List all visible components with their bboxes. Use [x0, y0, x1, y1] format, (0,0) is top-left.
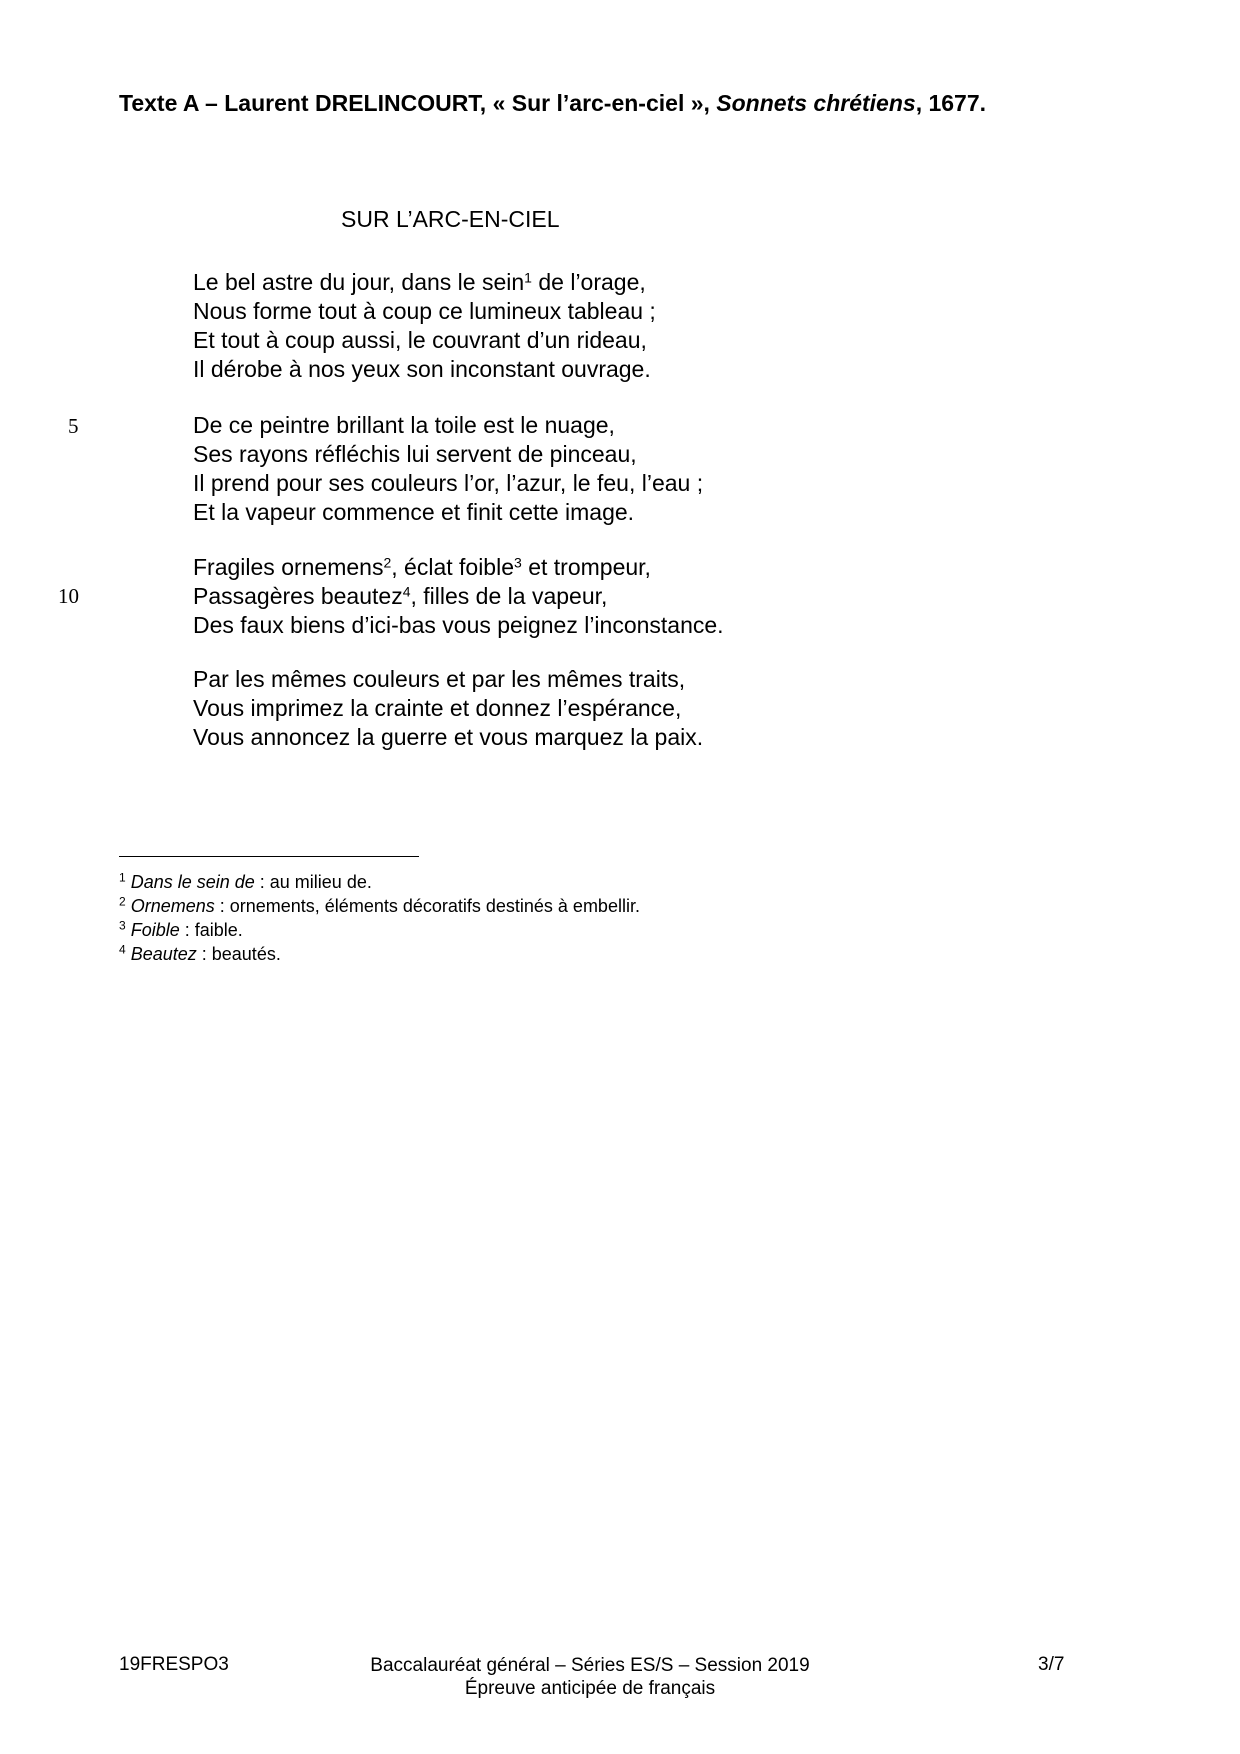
footer-line-2: Épreuve anticipée de français	[464, 1678, 716, 1699]
line-number-10: 10	[58, 584, 79, 608]
footer-exam-code: 19FRESPO3	[119, 1654, 229, 1675]
poem-line-4: Il dérobe à nos yeux son inconstant ouvrage.	[193, 356, 651, 382]
poem-line-13: Vous imprimez la crainte et donnez l’espérance,	[193, 695, 682, 721]
footnotes	[119, 870, 640, 966]
poem-line-2: Nous forme tout à coup ce lumineux tableau ;	[193, 298, 656, 324]
footnote-4: $^4$ Beautez : beautés.	[119, 942, 281, 964]
stanza-1	[193, 268, 656, 384]
footnote-1: $^1$ Dans le sein de : au milieu de.	[119, 870, 372, 892]
poem-line-8: Et la vapeur commence et finit cette image.	[193, 499, 635, 525]
footnote-separator	[119, 856, 419, 857]
footnote-ref-3: 3	[514, 554, 522, 571]
poem-line-6: Ses rayons réfléchis lui servent de pinceau,	[193, 441, 637, 467]
poem-line-5: De ce peintre brillant la toile est le nuage,	[193, 412, 615, 438]
poem-line-12: Par les mêmes couleurs et par les mêmes traits,	[193, 666, 686, 692]
heading-suffix: , 1677.	[915, 90, 987, 116]
poem-line-9: Fragiles ornemens$^2$, éclat foible$^3$ et trompeur,	[193, 554, 651, 580]
line-number-5: 5	[68, 414, 79, 438]
footer-line-1: Baccalauréat général – Séries ES/S – Session 2019	[370, 1655, 810, 1676]
heading-prefix: Texte A – Laurent DRELINCOURT, « Sur l’arc-en-ciel »,	[119, 90, 717, 116]
footnote-ref-2: 2	[383, 554, 392, 571]
stanza-4	[193, 665, 703, 752]
poem-title: SUR L’ARC-EN-CIEL	[341, 206, 560, 232]
poem-line-14: Vous annoncez la guerre et vous marquez la paix.	[193, 724, 704, 750]
poem-line-11: Des faux biens d’ici-bas vous peignez l’inconstance.	[193, 612, 724, 638]
poem-line-10: Passagères beautez$^4$, filles de la vapeur,	[193, 583, 608, 609]
footer-exam-info	[340, 1654, 840, 1700]
footnote-ref-1: 1	[524, 269, 532, 286]
heading-work-title: Sonnets chrétiens	[716, 90, 916, 116]
poem-line-3: Et tout à coup aussi, le couvrant d’un rideau,	[193, 327, 647, 353]
footnote-ref-4: 4	[402, 583, 411, 600]
footer-page-number: 3/7	[1038, 1654, 1065, 1675]
footnote-2: $^2$ Ornemens : ornements, éléments décoratifs destinés à embellir.	[119, 894, 640, 916]
stanza-3	[193, 553, 724, 640]
poem-line-7: Il prend pour ses couleurs l’or, l’azur, le feu, l’eau ;	[193, 470, 704, 496]
footnote-3: $^3$ Foible : faible.	[119, 918, 243, 940]
document-heading	[119, 90, 986, 117]
poem-line-1: Le bel astre du jour, dans le sein$^1$ de l’orage,	[193, 269, 646, 295]
stanza-2	[193, 411, 703, 527]
